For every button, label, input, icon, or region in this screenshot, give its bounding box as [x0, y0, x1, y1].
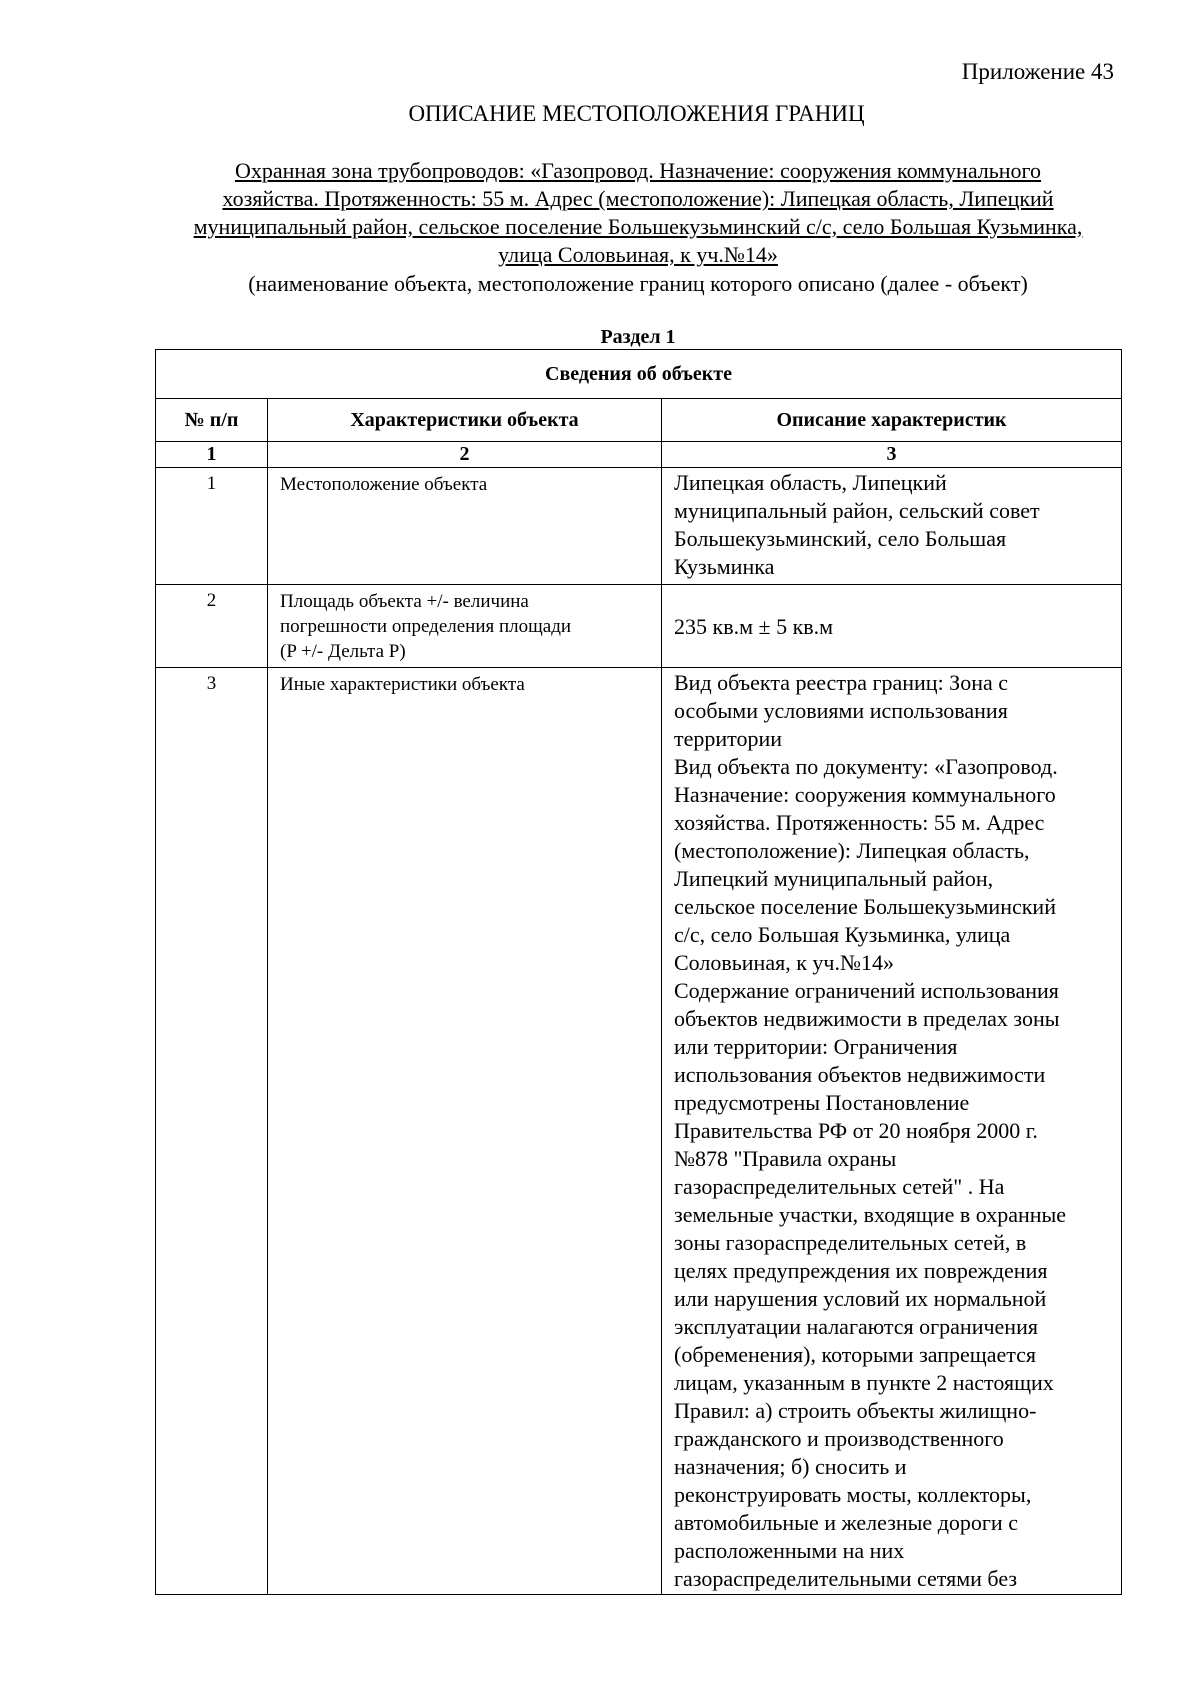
object-name-line: Охранная зона трубопроводов: «Газопровод. Назначение: сооружения коммунального: [234, 158, 1042, 183]
object-info-table: [155, 349, 1122, 1595]
description-line: предусмотрены Постановление: [674, 1090, 970, 1115]
characteristic-line: Местоположение объекта: [280, 474, 488, 495]
description-line: особыми условиями использования: [674, 698, 1008, 723]
description-line: целях предупреждения их повреждения: [674, 1258, 1048, 1283]
description-line: (местоположение): Липецкая область,: [674, 838, 1030, 863]
characteristic-line: Иные характеристики объекта: [280, 674, 525, 695]
description-line: Содержание ограничений использования: [674, 978, 1059, 1003]
table-row: [156, 468, 1122, 585]
description-line: Вид объекта реестра границ: Зона с: [674, 670, 1009, 695]
description-line: №878 "Правила охраны: [674, 1146, 897, 1171]
row-description: [662, 468, 1122, 585]
description-line: (обременения), которыми запрещается: [674, 1342, 1037, 1367]
row-number: 3: [156, 668, 268, 1595]
description-line: сельское поселение Большекузьминский: [674, 894, 1056, 919]
description-line: Большекузьминский, село Большая: [674, 526, 1007, 551]
description-line: Вид объекта по документу: «Газопровод.: [674, 754, 1058, 779]
description-line: зоны газораспределительных сетей, в: [674, 1230, 1027, 1255]
description-line: хозяйства. Протяженность: 55 м. Адрес: [674, 810, 1045, 835]
table-row: [156, 668, 1122, 1595]
description-line: или нарушения условий их нормальной: [674, 1286, 1047, 1311]
description-line: газораспределительными сетями без: [674, 1566, 1018, 1591]
row-number: 2: [156, 585, 268, 668]
column-header-number: № п/п: [156, 399, 268, 442]
row-number: 1: [156, 468, 268, 585]
description-line: 235 кв.м ± 5 кв.м: [674, 613, 834, 639]
description-line: Правил: а) строить объекты жилищно-: [674, 1398, 1037, 1423]
object-name-caption: (наименование объекта, местоположение границ которого описано (далее - объект): [248, 271, 1028, 296]
row-characteristic: [268, 668, 662, 1595]
description-line: газораспределительных сетей" . На: [674, 1174, 1005, 1199]
column-header-characteristics: Характеристики объекта: [268, 399, 662, 442]
description-line: Липецкий муниципальный район,: [674, 866, 994, 891]
description-line: или территории: Ограничения: [674, 1034, 958, 1059]
table-title: Сведения об объекте: [156, 350, 1122, 399]
description-line: лицам, указанным в пункте 2 настоящих: [674, 1370, 1054, 1395]
description-line: автомобильные и железные дороги с: [674, 1510, 1018, 1535]
object-name-line: муниципальный район, сельское поселение Большекузьминский с/с, село Большая Кузьминка,: [193, 214, 1083, 239]
description-line: расположенными на них: [674, 1538, 905, 1563]
appendix-number: Приложение 43: [961, 59, 1114, 84]
column-number: 2: [268, 442, 662, 468]
description-line: назначения; б) сносить и: [674, 1454, 907, 1479]
description-line: земельные участки, входящие в охранные: [674, 1202, 1067, 1227]
description-line: гражданского и производственного: [674, 1426, 1004, 1451]
characteristic-line: погрешности определения площади: [280, 616, 572, 637]
characteristic-line: Площадь объекта +/- величина: [280, 591, 529, 612]
document-title: ОПИСАНИЕ МЕСТОПОЛОЖЕНИЯ ГРАНИЦ: [408, 101, 865, 126]
column-header-description: Описание характеристик: [662, 399, 1122, 442]
object-name: [143, 157, 1133, 269]
column-number: 3: [662, 442, 1122, 468]
row-description: [662, 585, 1122, 668]
description-line: муниципальный район, сельский совет: [674, 498, 1040, 523]
description-line: с/с, село Большая Кузьминка, улица: [674, 922, 1011, 947]
description-line: Назначение: сооружения коммунального: [674, 782, 1056, 807]
object-name-line: хозяйства. Протяженность: 55 м. Адрес (местоположение): Липецкая область, Липецкий: [222, 186, 1054, 211]
row-characteristic: [268, 585, 662, 668]
section-title: Раздел 1: [600, 326, 676, 348]
description-line: территории: [674, 726, 783, 751]
description-line: эксплуатации налагаются ограничения: [674, 1314, 1038, 1339]
characteristic-line: (P +/- Дельта P): [280, 641, 406, 662]
description-line: Правительства РФ от 20 ноября 2000 г.: [674, 1118, 1038, 1143]
description-line: реконструировать мосты, коллекторы,: [674, 1482, 1032, 1507]
object-name-line: улица Соловьиная, к уч.№14»: [498, 242, 778, 267]
table-row: [156, 585, 1122, 668]
table-header-row: [156, 399, 1122, 442]
description-line: Соловьиная, к уч.№14»: [674, 950, 894, 975]
table-column-numbers-row: [156, 442, 1122, 468]
description-line: использования объектов недвижимости: [674, 1062, 1046, 1087]
description-line: объектов недвижимости в пределах зоны: [674, 1006, 1060, 1031]
row-description: [662, 668, 1122, 1595]
column-number: 1: [156, 442, 268, 468]
description-line: Кузьминка: [674, 554, 775, 579]
description-line: Липецкая область, Липецкий: [674, 470, 947, 495]
row-characteristic: [268, 468, 662, 585]
